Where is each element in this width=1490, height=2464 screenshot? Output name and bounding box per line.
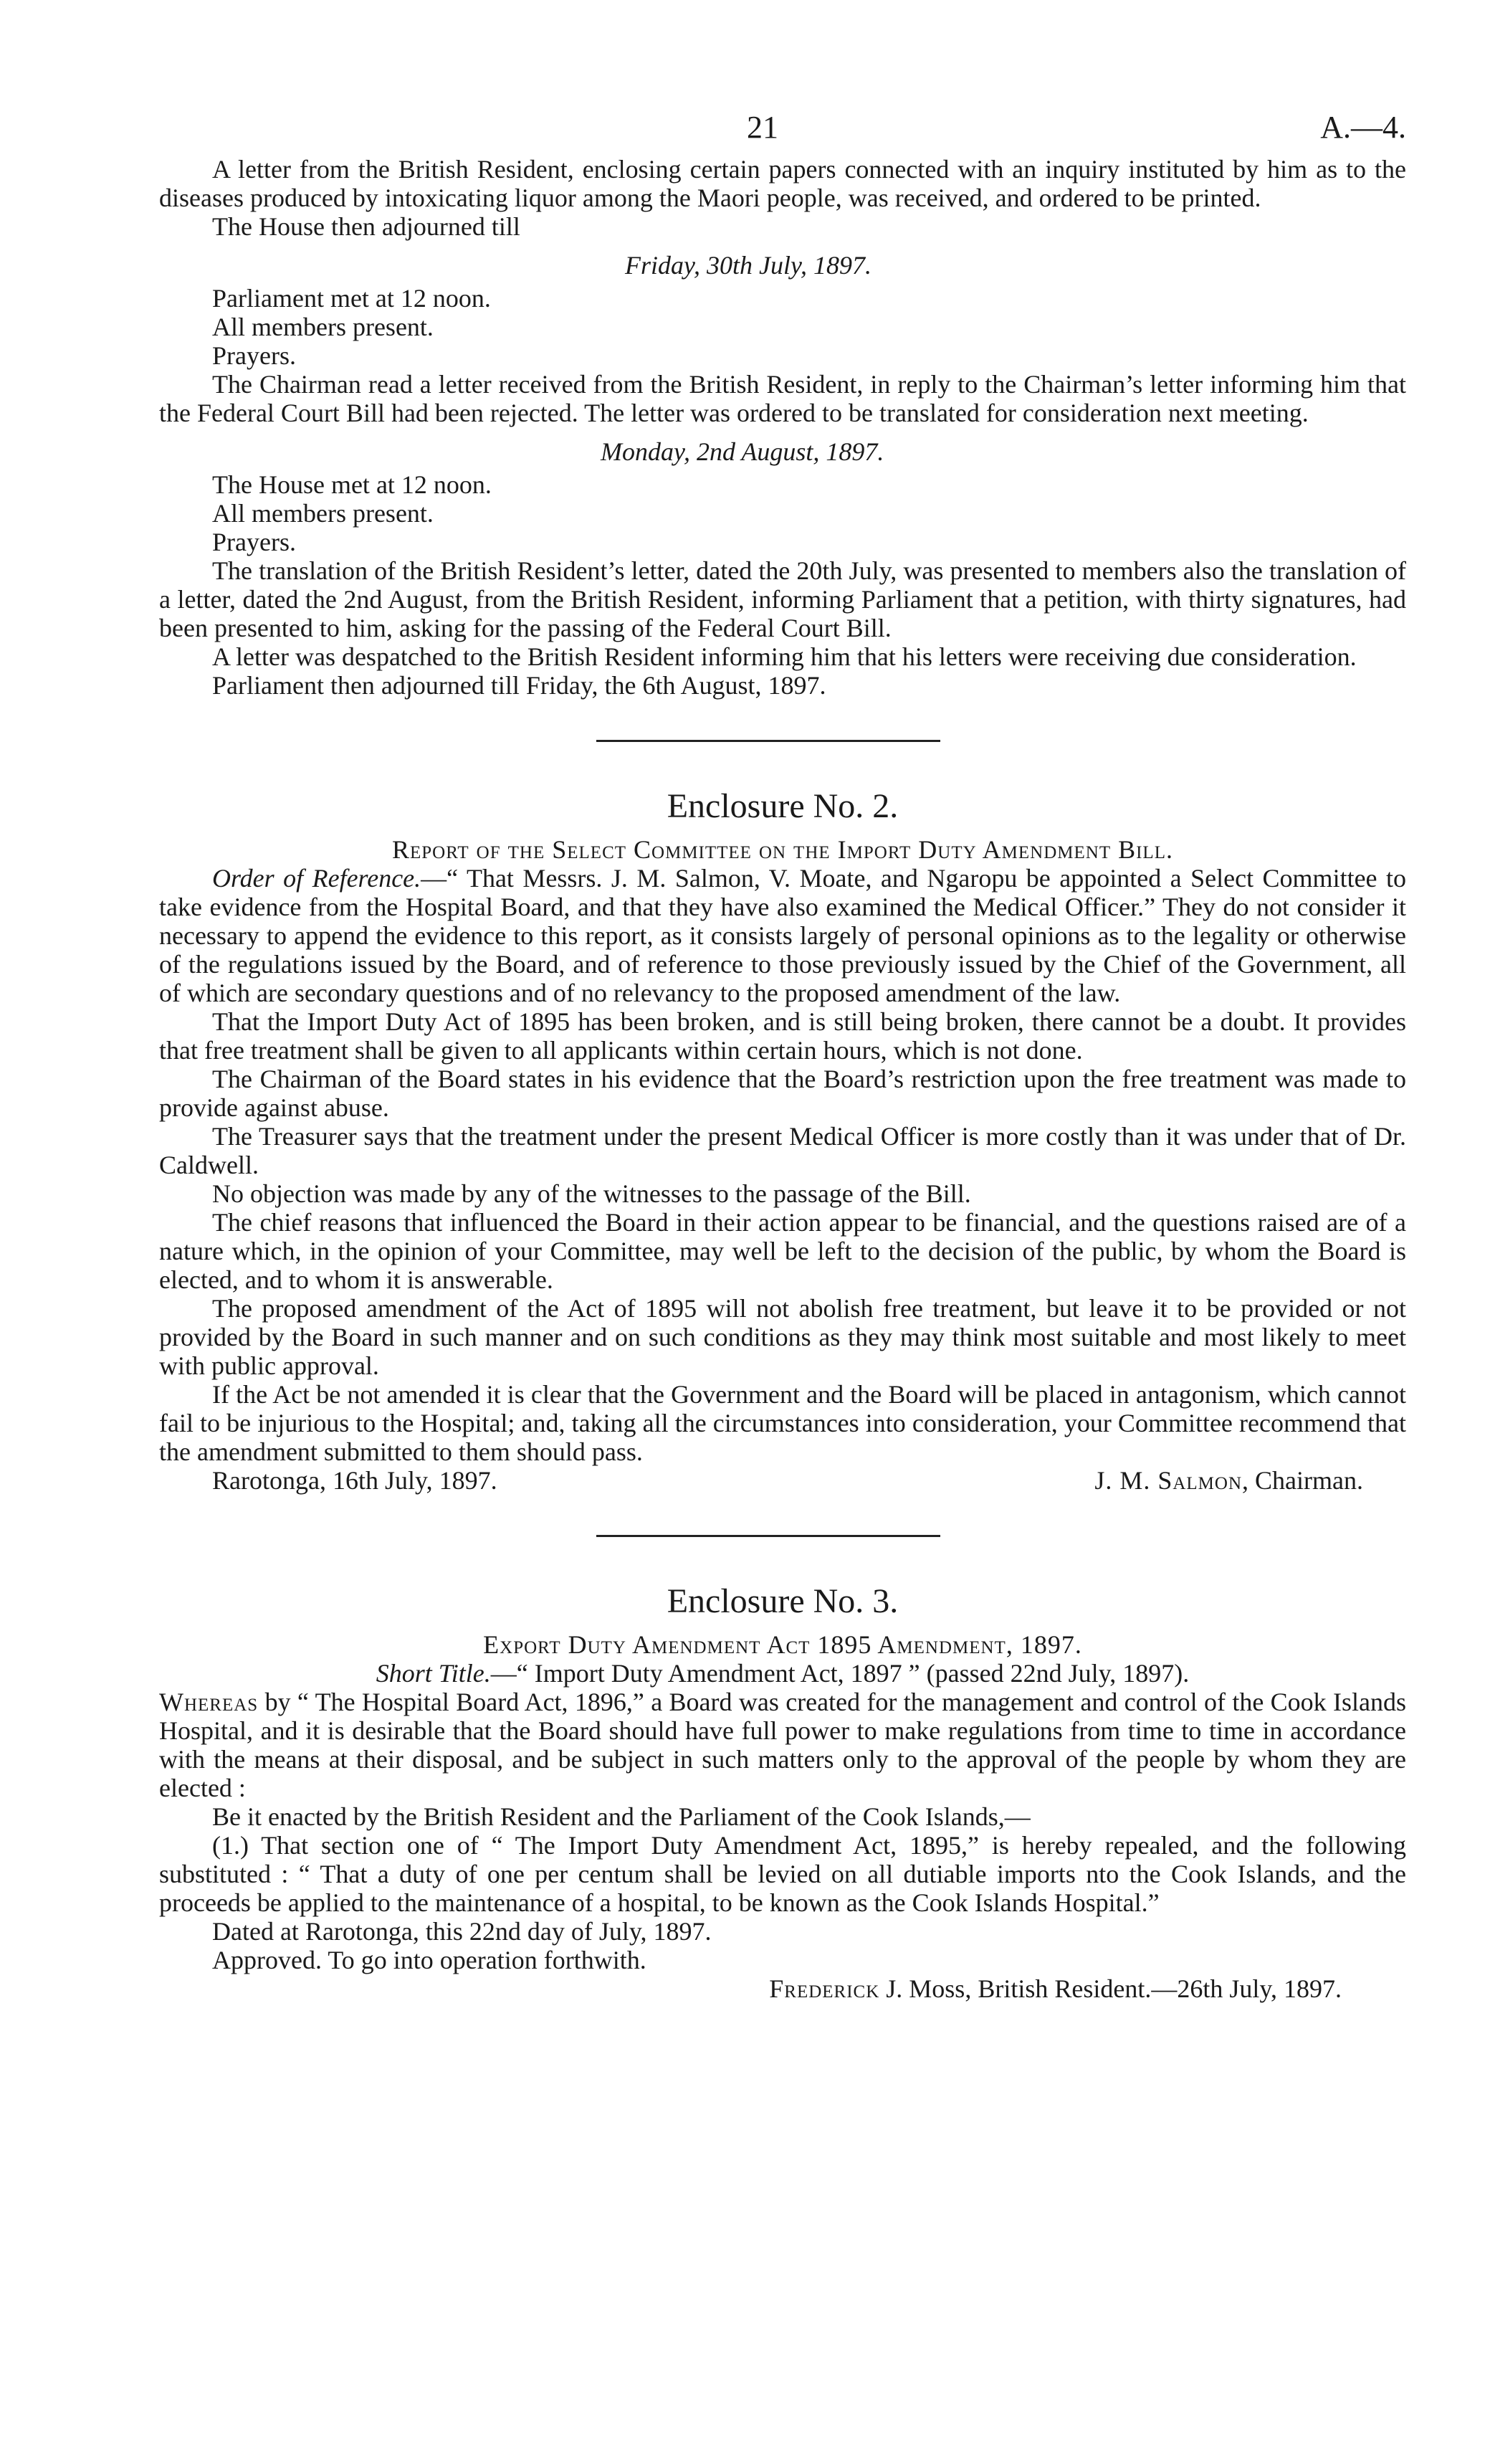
paragraph: The Chairman of the Board states in his evidence that the Board’s restriction upon the free treatment was made to provide against abuse. [159,1065,1406,1122]
section-divider [596,1535,940,1537]
paragraph: A letter from the British Resident, enclosing certain papers connected with an inquiry instituted by him as to the diseases produced by intoxicating liquor among the Maori people, was received, and ordered to be printed. [159,155,1406,212]
paragraph [159,1688,1406,1802]
paragraph: The House met at 12 noon. [212,470,492,499]
date-heading: Friday, 30th July, 1897. [625,251,871,280]
paragraph: The Chairman read a letter received from the British Resident, in reply to the Chairman’s letter informing him that the Federal Court Bill had been rejected. The letter was ordered to be translated for consideration next meeting. [159,370,1406,427]
signatory-title: , Chairman. [1242,1466,1363,1495]
signature [1094,1466,1363,1495]
paragraph: No objection was made by any of the witnesses to the passage of the Bill. [212,1179,971,1208]
order-of-reference-text: —“ That Messrs. J. M. Salmon, V. Moate, and Ngaropu be appointed a Select Committee to take evidence from the Hospital Board, and that they have also examined the Medical Officer.” They do not consider it necessary to append the evidence to this report, as it consists largely of personal opinions as to the legality or otherwise of the regulations issued by the Board, and of reference to those previously issued by the Chief of the Government, all of which are secondary questions and of no relevancy to the proposed amendment of the law. [159,864,1406,1007]
section-divider [596,740,940,742]
signature-line [159,1466,1406,1495]
paragraph: The proposed amendment of the Act of 1895 will not abolish free treatment, but leave it to be provided or not provided by the Board in such manner and on such conditions as they may think most suitable and most likely to meet with public approval. [159,1294,1406,1380]
paragraph: That the Import Duty Act of 1895 has been broken, and is still being broken, there cannot be a doubt. It provides that free treatment shall be given to all applicants within certain hours, which is not done. [159,1007,1406,1065]
page-number: 21 [747,110,778,145]
paragraph: Approved. To go into operation forthwith. [212,1946,646,1974]
signatory-name: J. M. Salmon [1094,1466,1243,1495]
paragraph: Parliament met at 12 noon. [212,284,491,313]
enclosure-subtitle: Report of the Select Committee on the Import Duty Amendment Bill. [392,835,1173,864]
paragraph: The chief reasons that influenced the Board in their action appear to be financial, and the questions raised are of a nature which, in the opinion of your Committee, may well be left to the decision of the public, by whom the Board is elected, and to whom it is answerable. [159,1208,1406,1294]
paragraph: (1.) That section one of “ The Import Duty Amendment Act, 1895,” is hereby repealed, and the following substituted : “ That a duty of one per centum shall be levied on all dutiable imports nto the Cook Islands, and the proceeds be applied to the maintenance of a hospital, to be known as the Cook Islands Hospital.” [159,1831,1406,1917]
paragraph: Be it enacted by the British Resident and the Parliament of the Cook Islands,— [212,1802,1031,1831]
paragraph: The Treasurer says that the treatment under the present Medical Officer is more costly than it was under that of Dr. Caldwell. [159,1122,1406,1179]
paragraph: The translation of the British Resident’s letter, dated the 20th July, was presented to members also the translation of a letter, dated the 2nd August, from the British Resident, informing Parliament that a petition, with thirty signatures, had been presented to him, asking for the passing of the Federal Court Bill. [159,556,1406,642]
short-title-text: —“ Import Duty Amendment Act, 1897 ” (passed 22nd July, 1897). [490,1659,1190,1688]
order-of-reference-label: Order of Reference. [212,864,421,893]
document-page [159,108,1406,2003]
enclosure-title: Enclosure No. 2. [667,787,899,825]
whereas-word: Whereas [159,1688,259,1716]
paragraph: If the Act be not amended it is clear that the Government and the Board will be placed in antagonism, which cannot fail to be injurious to the Hospital; and, taking all the circumstances into consideration, your Committee recommend that the amendment submitted to them should pass. [159,1380,1406,1466]
paragraph: Dated at Rarotonga, this 22nd day of July, 1897. [212,1917,712,1946]
date-heading: Monday, 2nd August, 1897. [601,437,884,466]
short-title-label: Short Title. [376,1659,491,1688]
paragraph: Parliament then adjourned till Friday, the 6th August, 1897. [212,671,826,700]
paragraph: The House then adjourned till [212,212,520,241]
short-title-line [159,1659,1406,1688]
enclosure-subtitle: Export Duty Amendment Act 1895 Amendment, 1897. [483,1630,1082,1659]
paragraph: All members present. [212,499,434,528]
enclosure-title: Enclosure No. 3. [667,1582,899,1620]
paragraph: Prayers. [212,341,296,370]
paragraph: Prayers. [212,528,296,556]
signature-line [159,1974,1406,2003]
paragraph: A letter was despatched to the British Resident informing him that his letters were receiving due consideration. [212,642,1357,671]
whereas-text: by “ The Hospital Board Act, 1896,” a Board was created for the management and control of the Cook Islands Hospital, and it is desirable that the Board should have full power to make regulations from time to time in accordance with the means at their disposal, and be subject in such matters only to the approval of the people by whom they are elected : [159,1688,1406,1802]
place-date: Rarotonga, 16th July, 1897. [212,1466,497,1495]
document-reference: A.—4. [1320,110,1406,145]
page-header [159,108,1406,155]
paragraph: All members present. [212,313,434,341]
signatory-name: Frederick [769,1974,880,2003]
paragraph [159,864,1406,1007]
signatory-rest: J. Moss, British Resident.—26th July, 1897. [879,1974,1342,2003]
